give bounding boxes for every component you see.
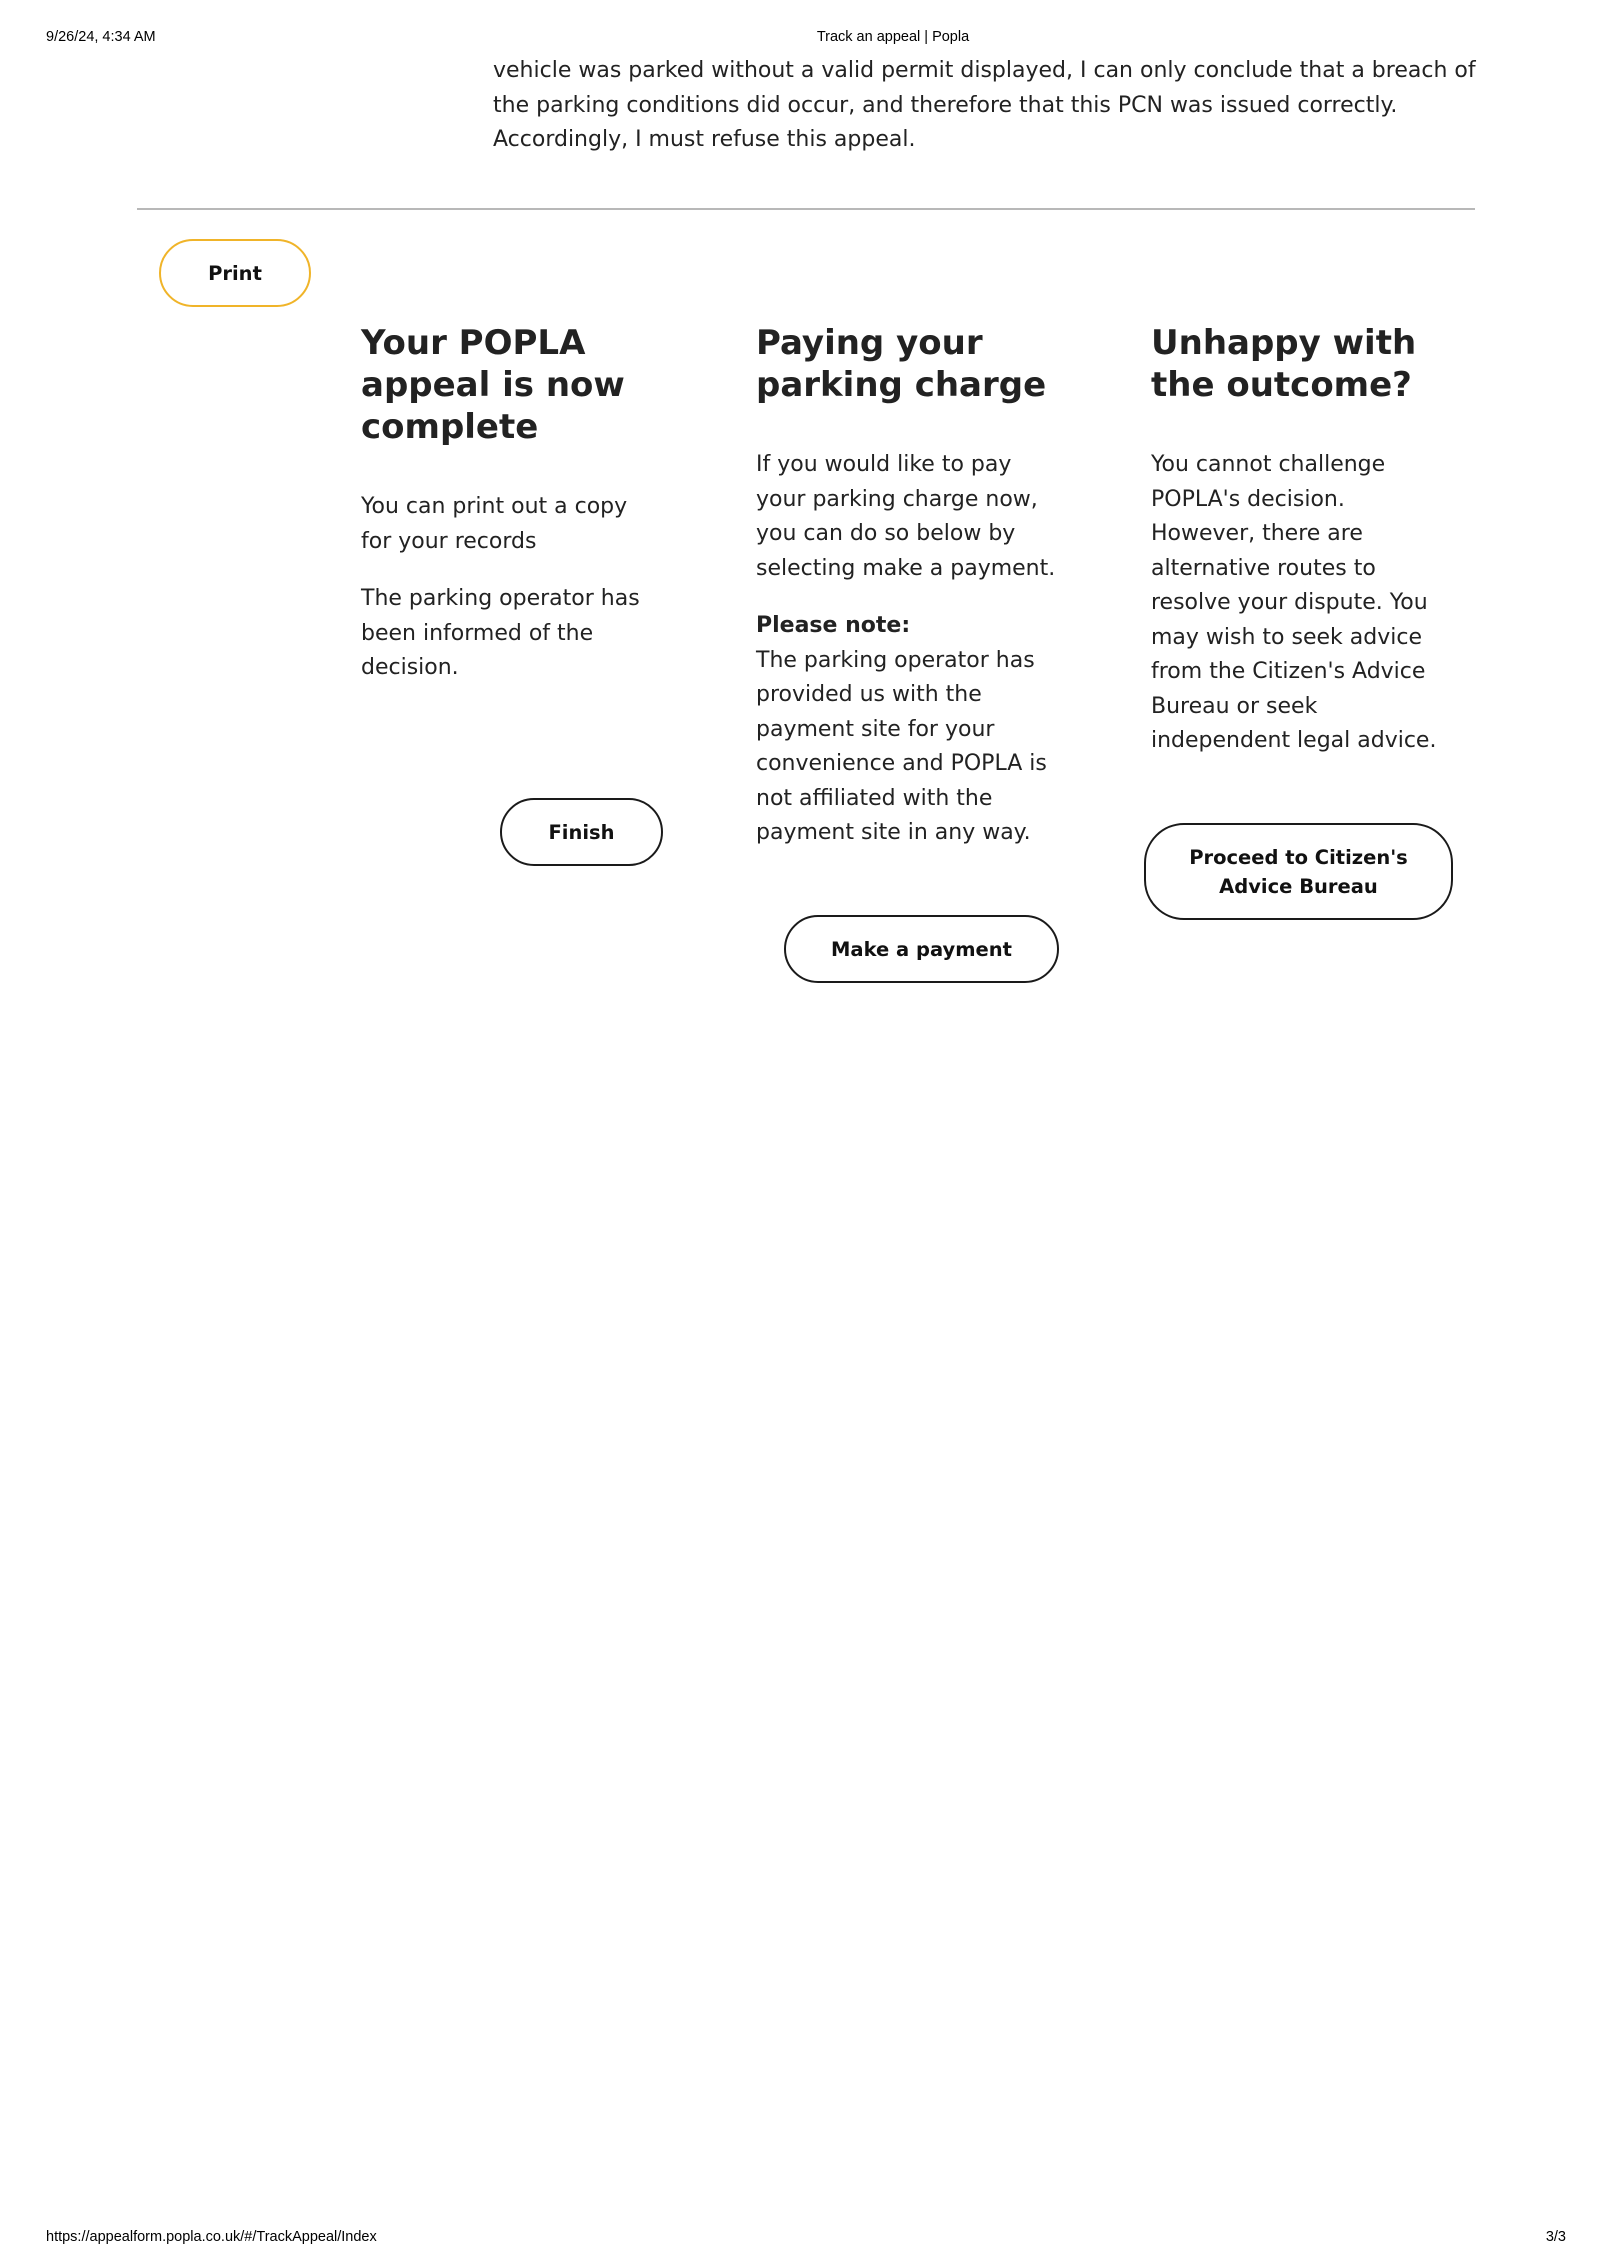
print-footer-url: https://appealform.popla.co.uk/#/TrackAppeal/Index xyxy=(46,2229,377,2245)
print-button[interactable]: Print xyxy=(159,239,311,307)
appeal-complete-text-print: You can print out a copy for your records xyxy=(361,494,628,554)
section-divider xyxy=(137,208,1475,210)
unhappy-text: You cannot challenge POPLA's decision. However, there are alternative routes to resolve your dispute. You may wish to seek advice from the Citizen's Advice Bureau or seek independent legal advice. xyxy=(1151,452,1437,753)
make-payment-button[interactable]: Make a payment xyxy=(784,915,1059,983)
appeal-complete-heading: Your POPLA appeal is now complete xyxy=(361,323,625,447)
payment-text: If you would like to pay your parking charge now, you can do so below by selecting make a payment. xyxy=(756,452,1056,581)
print-header-title: Track an appeal | Popla xyxy=(816,29,970,45)
finish-button[interactable]: Finish xyxy=(500,798,663,866)
unhappy-heading: Unhappy with the outcome? xyxy=(1151,323,1417,405)
citizens-advice-button[interactable]: Proceed to Citizen's Advice Bureau xyxy=(1144,823,1453,920)
payment-note-text: The parking operator has provided us with the payment site for your convenience and POPLA is not affiliated with the payment site in any way. xyxy=(756,647,1047,845)
appeal-complete-text-informed: The parking operator has been informed of the decision. xyxy=(361,586,640,680)
appeal-complete-section xyxy=(361,322,661,686)
payment-section xyxy=(756,322,1056,851)
payment-note-label: Please note: xyxy=(756,613,911,638)
unhappy-section xyxy=(1151,322,1451,759)
print-footer-page: 3/3 xyxy=(1545,2229,1566,2245)
decision-text: vehicle was parked without a valid permit displayed, I can only conclude that a breach of the parking conditions did occur, and therefore that this PCN was issued correctly. Accordingly, I must refuse this appeal. xyxy=(493,58,1476,152)
print-header-datetime: 9/26/24, 4:34 AM xyxy=(46,29,156,45)
payment-heading: Paying your parking charge xyxy=(756,323,1047,405)
